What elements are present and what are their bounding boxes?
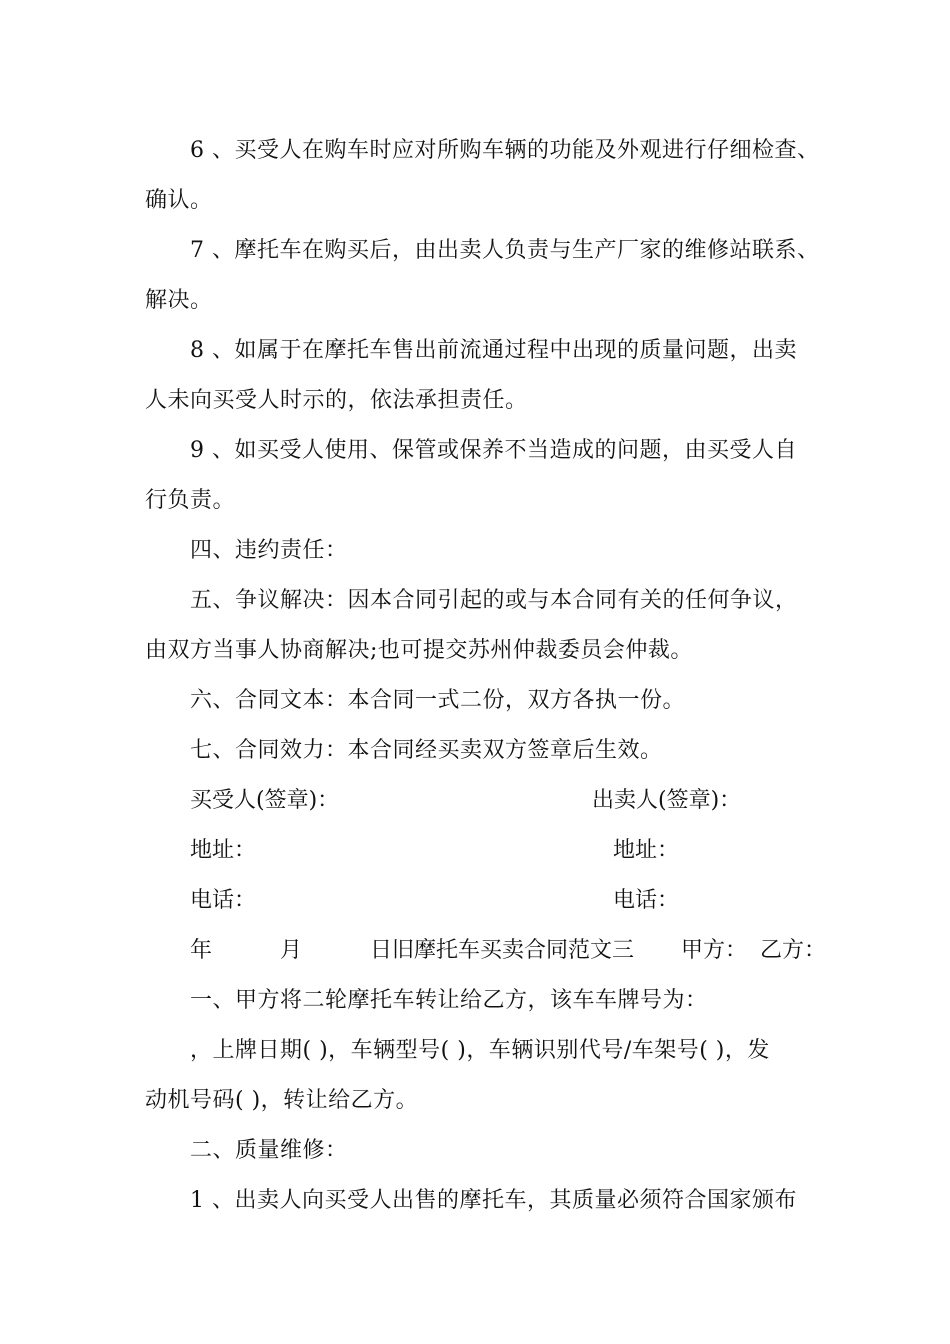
- clause-7-line-2: 解决。: [145, 288, 213, 313]
- section-dispute-line-1: 五、争议解决：因本合同引起的或与本合同有关的任何争议，: [190, 588, 798, 613]
- quality-section-heading: 二、质量维修：: [190, 1138, 348, 1163]
- transfer-clause-line-1: 一、甲方将二轮摩托车转让给乙方，该车车牌号为：: [190, 988, 708, 1013]
- date-day-and-title: 日旧摩托车买卖合同范文三: [370, 938, 635, 963]
- seller-address-label: 地址：: [613, 838, 680, 863]
- clause-9-line-1: 9 、如买受人使用、保管或保养不当造成的问题，由买受人自: [190, 438, 797, 463]
- seller-signature-label: 出卖人(签章)：: [592, 788, 742, 813]
- section-dispute-line-2: 由双方当事人协商解决;也可提交苏州仲裁委员会仲裁。: [145, 638, 693, 663]
- clause-8-line-2: 人未向买受人时示的，依法承担责任。: [145, 388, 528, 413]
- buyer-phone-label: 电话：: [190, 888, 257, 913]
- clause-9-line-2: 行负责。: [145, 488, 236, 513]
- section-effect: 七、合同效力：本合同经买卖双方签章后生效。: [190, 738, 663, 763]
- date-month-label: 月: [280, 938, 303, 963]
- clause-8-line-1: 8 、如属于在摩托车售出前流通过程中出现的质量问题，出卖: [190, 338, 797, 363]
- transfer-clause-line-2: ，上牌日期( )，车辆型号( )，车辆识别代号/车架号( )，发: [190, 1038, 770, 1063]
- clause-7-line-1: 7 、摩托车在购买后，由出卖人负责与生产厂家的维修站联系、: [190, 238, 820, 263]
- party-a-label: 甲方：: [681, 938, 748, 963]
- clause-6-line-2: 确认。: [145, 188, 213, 213]
- buyer-signature-label: 买受人(签章)：: [190, 788, 340, 813]
- date-year-label: 年: [190, 938, 213, 963]
- quality-clause-1-line-1: 1 、出卖人向买受人出售的摩托车，其质量必须符合国家颁布: [190, 1188, 797, 1213]
- seller-phone-label: 电话：: [613, 888, 680, 913]
- section-breach-heading: 四、违约责任：: [190, 538, 348, 563]
- party-b-label: 乙方：: [760, 938, 827, 963]
- section-copies: 六、合同文本：本合同一式二份，双方各执一份。: [190, 688, 686, 713]
- buyer-address-label: 地址：: [190, 838, 257, 863]
- clause-6-line-1: 6 、买受人在购车时应对所购车辆的功能及外观进行仔细检查、: [190, 138, 820, 163]
- transfer-clause-line-3: 动机号码( )，转让给乙方。: [145, 1088, 419, 1113]
